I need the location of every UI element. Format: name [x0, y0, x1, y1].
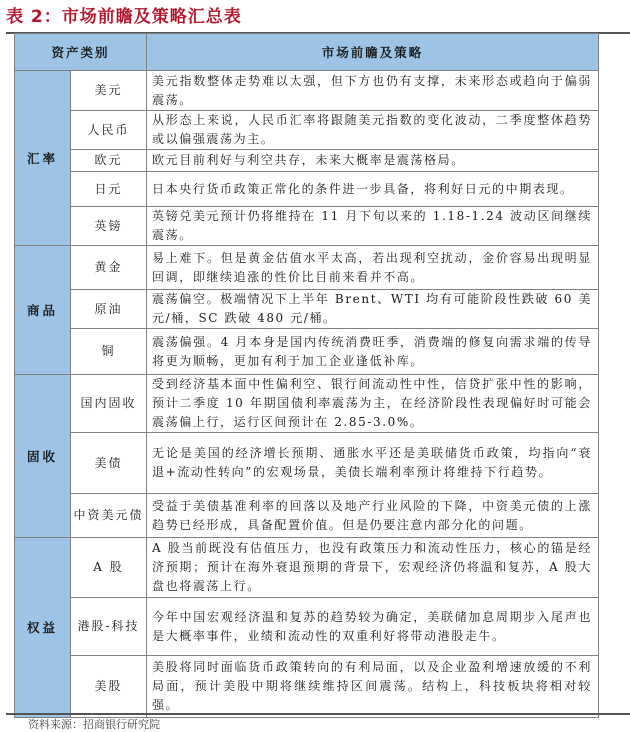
asset-name: 欧元: [71, 150, 147, 172]
asset-strategy: 英镑兑美元预计仍将维持在 11 月下旬以来的 1.18-1.24 波动区间继续震荡。: [147, 207, 599, 246]
asset-strategy: 震荡偏空。极端情况下上半年 Brent、WTI 均有可能阶段性跌破 60 美元/桶，SC 跌破 480 元/桶。: [147, 290, 599, 329]
asset-name: 港股-科技: [71, 598, 147, 656]
asset-strategy: 日本央行货币政策正常化的条件进一步具备，将利好日元的中期表现。: [147, 172, 599, 207]
category-equity: 权益: [15, 538, 71, 718]
asset-name: 人民币: [71, 111, 147, 150]
asset-strategy: A 股当前既没有估值压力，也没有政策压力和流动性压力，核心的锚是经济预期；预计在海外衰退预期的背景下，宏观经济仍将温和复苏，A 股大盘也将震荡上行。: [147, 538, 599, 598]
table-row: [15, 538, 599, 598]
table-title: 表 2：市场前瞻及策略汇总表: [6, 7, 242, 27]
asset-name: 铜: [71, 329, 147, 375]
asset-strategy: 受益于美债基准利率的回落以及地产行业风险的下降，中资美元债的上涨趋势已经形成，具备配置价值。但是仍要注意内部分化的问题。: [147, 494, 599, 538]
asset-name: 日元: [71, 172, 147, 207]
asset-strategy: 欧元目前利好与利空共存，未来大概率是震荡格局。: [147, 150, 599, 172]
asset-name: 美债: [71, 433, 147, 494]
category-fx: 汇率: [15, 71, 71, 246]
table-row: [15, 375, 599, 433]
table-row: [15, 172, 599, 207]
asset-name: 美股: [71, 656, 147, 718]
asset-name: 美元: [71, 71, 147, 111]
asset-name: 黄金: [71, 246, 147, 290]
asset-name: 原油: [71, 290, 147, 329]
asset-strategy: 美股将同时面临货币政策转向的有利局面，以及企业盈利增速放缓的不利局面，预计美股中期将继续维持区间震荡。结构上，科技板块将相对较强。: [147, 656, 599, 718]
bottom-rule: [6, 713, 630, 715]
asset-strategy: 受到经济基本面中性偏利空、银行间流动性中性，信贷扩张中性的影响，预计二季度 10 年期国债利率震荡为主，在经济阶段性表现偏好时可能会震荡偏上行，运行区间预计在 2.85-3.0%。: [147, 375, 599, 433]
asset-name: 英镑: [71, 207, 147, 246]
header-category: 资产类别: [15, 34, 147, 71]
table-row: [15, 494, 599, 538]
asset-name: 中资美元债: [71, 494, 147, 538]
table-row: [15, 111, 599, 150]
table-row: [15, 290, 599, 329]
asset-name: 国内固收: [71, 375, 147, 433]
category-fixed-income: 固收: [15, 375, 71, 538]
asset-strategy: 美元指数整体走势难以太强，但下方也仍有支撑，未来形态或趋向于偏弱震荡。: [147, 71, 599, 111]
asset-strategy: 无论是美国的经济增长预期、通胀水平还是美联储货币政策，均指向“衰退+流动性转向”的宏观场景，美债长端利率预计将维持下行趋势。: [147, 433, 599, 494]
asset-strategy: 易上难下。但是黄金估值水平太高，若出现利空扰动，金价容易出现明显回调，即继续追涨的性价比目前来看并不高。: [147, 246, 599, 290]
table-row: [15, 433, 599, 494]
asset-strategy: 今年中国宏观经济温和复苏的趋势较为确定，美联储加息周期步入尾声也是大概率事件，业绩和流动性的双重利好将带动港股走牛。: [147, 598, 599, 656]
source-note: 资料来源：招商银行研究院: [28, 718, 160, 731]
table-row: [15, 598, 599, 656]
header-strategy: 市场前瞻及策略: [147, 34, 599, 71]
strategy-table: [14, 33, 599, 718]
asset-strategy: 震荡偏强。4 月本身是国内传统消费旺季，消费端的修复向需求端的传导将更为顺畅，更加有利于加工企业逢低补库。: [147, 329, 599, 375]
asset-strategy: 从形态上来说，人民币汇率将跟随美元指数的变化波动，二季度整体趋势或以偏强震荡为主。: [147, 111, 599, 150]
category-commodity: 商品: [15, 246, 71, 375]
table-row: [15, 656, 599, 718]
asset-name: A 股: [71, 538, 147, 598]
table-row: [15, 329, 599, 375]
table-row: [15, 207, 599, 246]
header-row: [15, 34, 599, 71]
table-row: [15, 71, 599, 111]
table-row: [15, 150, 599, 172]
table-row: [15, 246, 599, 290]
